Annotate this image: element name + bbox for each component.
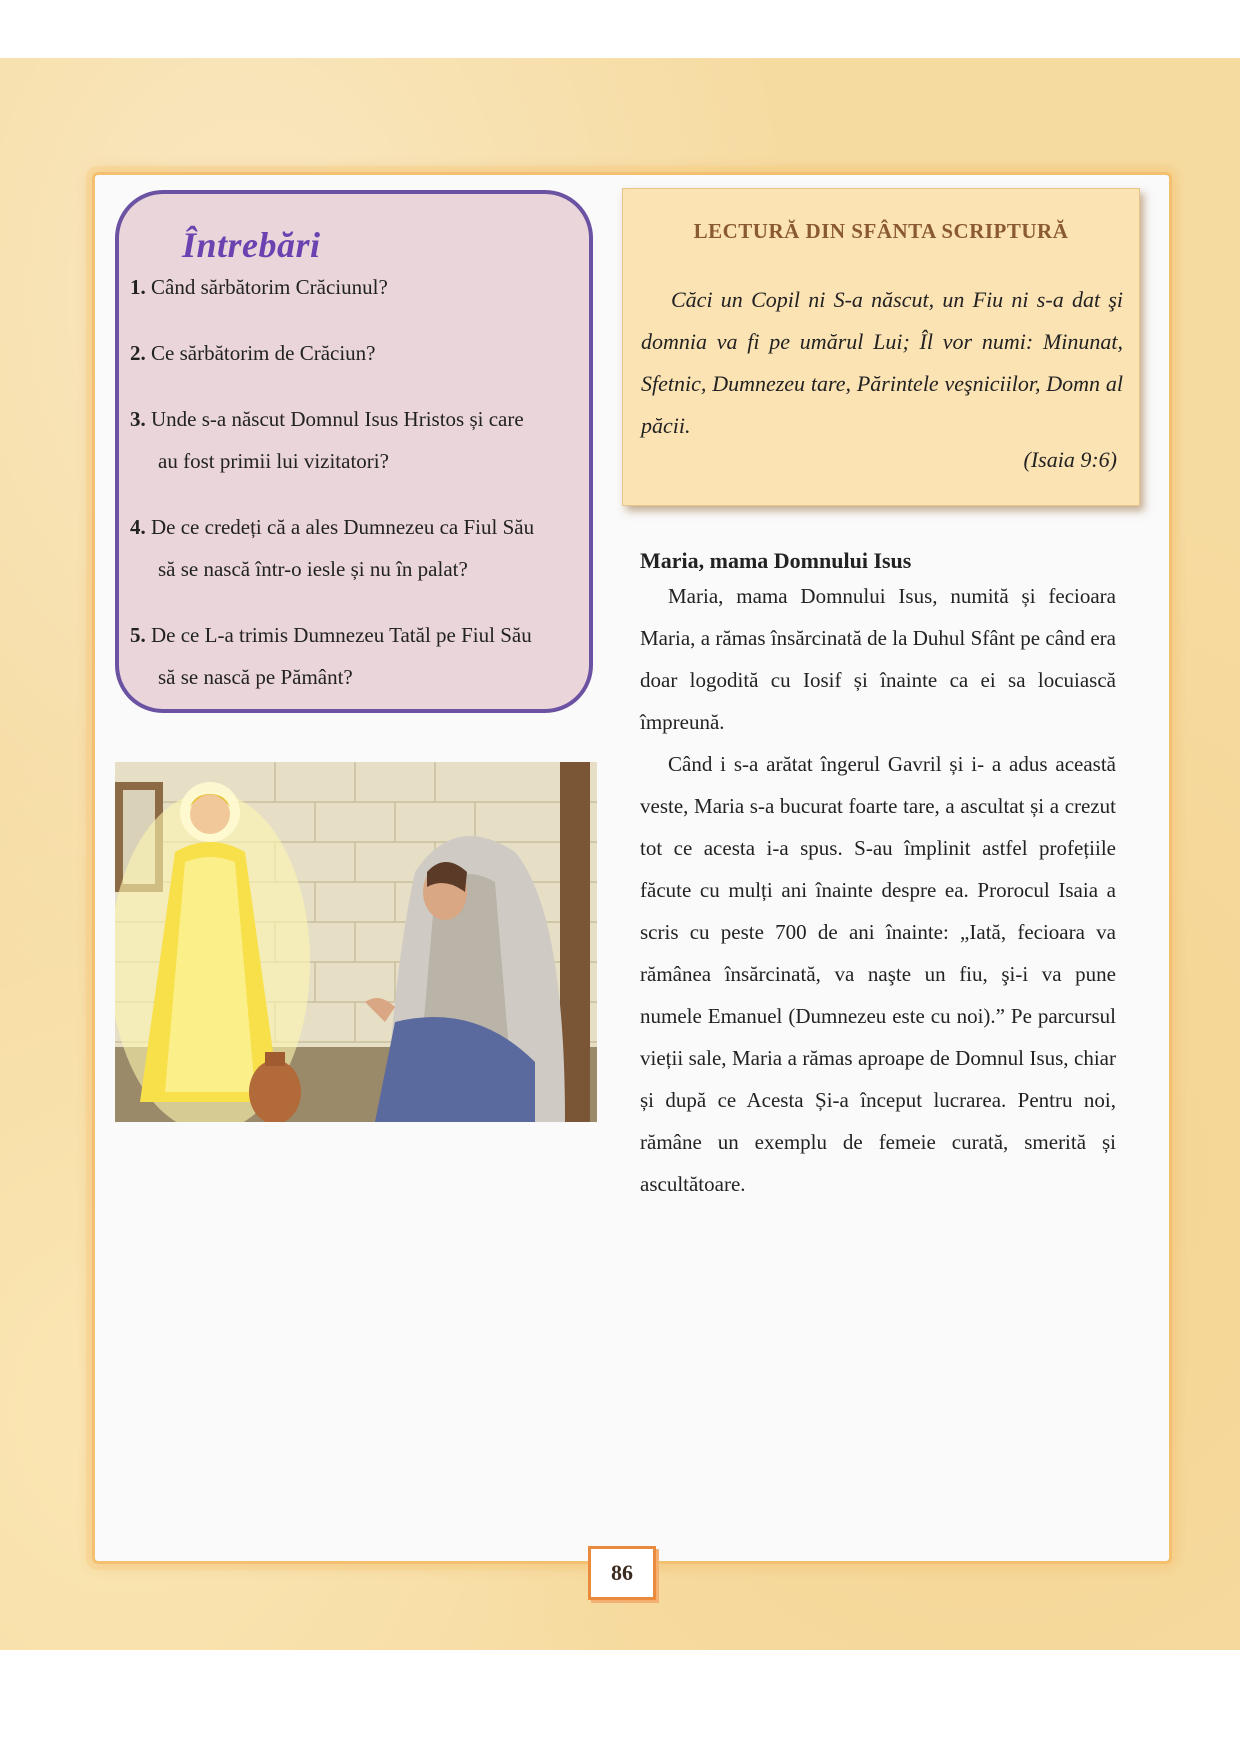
question-item bbox=[130, 398, 600, 482]
question-text-continued: au fost primii lui vizitatori? bbox=[158, 449, 389, 473]
question-text: De ce credeți că a ales Dumnezeu ca Fiul Său bbox=[151, 515, 535, 539]
page-number: 86 bbox=[588, 1546, 656, 1600]
questions-title: Întrebări bbox=[182, 225, 321, 265]
question-item bbox=[130, 506, 600, 590]
question-text-continued: să se nască într-o iesle și nu în palat? bbox=[158, 557, 468, 581]
scripture-text: Căci un Copil ni S-a născut, un Fiu ni s-a dat şi domnia va fi pe umărul Lui; Îl vor numi: Minunat, Sfetnic, Dumnezeu tare, Părintele veşniciilor, Domn al păcii. bbox=[641, 287, 1123, 438]
article-title: Maria, mama Domnului Isus bbox=[640, 548, 912, 573]
question-item bbox=[130, 332, 600, 374]
question-number: 1. bbox=[130, 275, 146, 299]
question-text: De ce L-a trimis Dumnezeu Tatăl pe Fiul Său bbox=[151, 623, 532, 647]
article bbox=[640, 547, 1116, 1205]
question-text: Ce sărbătorim de Crăciun? bbox=[151, 341, 376, 365]
annunciation-illustration bbox=[115, 762, 597, 1122]
questions-list bbox=[130, 266, 600, 722]
question-text: Unde s-a născut Domnul Isus Hristos și care bbox=[151, 407, 524, 431]
questions-box bbox=[115, 190, 593, 713]
question-number: 2. bbox=[130, 341, 146, 365]
question-item bbox=[130, 614, 600, 698]
question-number: 4. bbox=[130, 515, 146, 539]
scripture-title: LECTURĂ DIN SFÂNTA SCRIPTURĂ bbox=[693, 219, 1069, 243]
question-text-continued: să se nască pe Pământ? bbox=[158, 665, 353, 689]
article-paragraph: Maria, mama Domnului Isus, numită și fecioara Maria, a rămas însărcinată de la Duhul Sfânt pe când era doar logodită cu Iosif și înainte ca ei sa locuiască împreună. bbox=[640, 584, 1116, 734]
annunciation-picture bbox=[115, 762, 597, 1122]
scripture-reference: (Isaia 9:6) bbox=[1023, 447, 1117, 472]
question-item bbox=[130, 266, 600, 308]
question-text: Când sărbătorim Crăciunul? bbox=[151, 275, 388, 299]
article-paragraph: Când i s-a arătat îngerul Gavril și i- a adus această veste, Maria s-a bucurat foarte tare, a ascultat și a crezut tot ce acesta i-a spus. S-au împlinit astfel profețiile făcute cu mulți ani înainte despre ea. Prorocul Isaia a scris cu peste 700 de ani înainte: „Iată, fecioara va rămânea însărcinată, va naşte un fiu, şi-i va pune numele Emanuel (Dumnezeu este cu noi).” Pe parcursul vieții sale, Maria a rămas aproape de Domnul Isus, chiar și după ce Acesta Și-a început lucrarea. Pentru noi, rămâne un exemplu de femeie curată, smerită și ascultătoare. bbox=[640, 752, 1116, 1196]
scripture-box bbox=[622, 188, 1140, 506]
question-number: 5. bbox=[130, 623, 146, 647]
question-number: 3. bbox=[130, 407, 146, 431]
